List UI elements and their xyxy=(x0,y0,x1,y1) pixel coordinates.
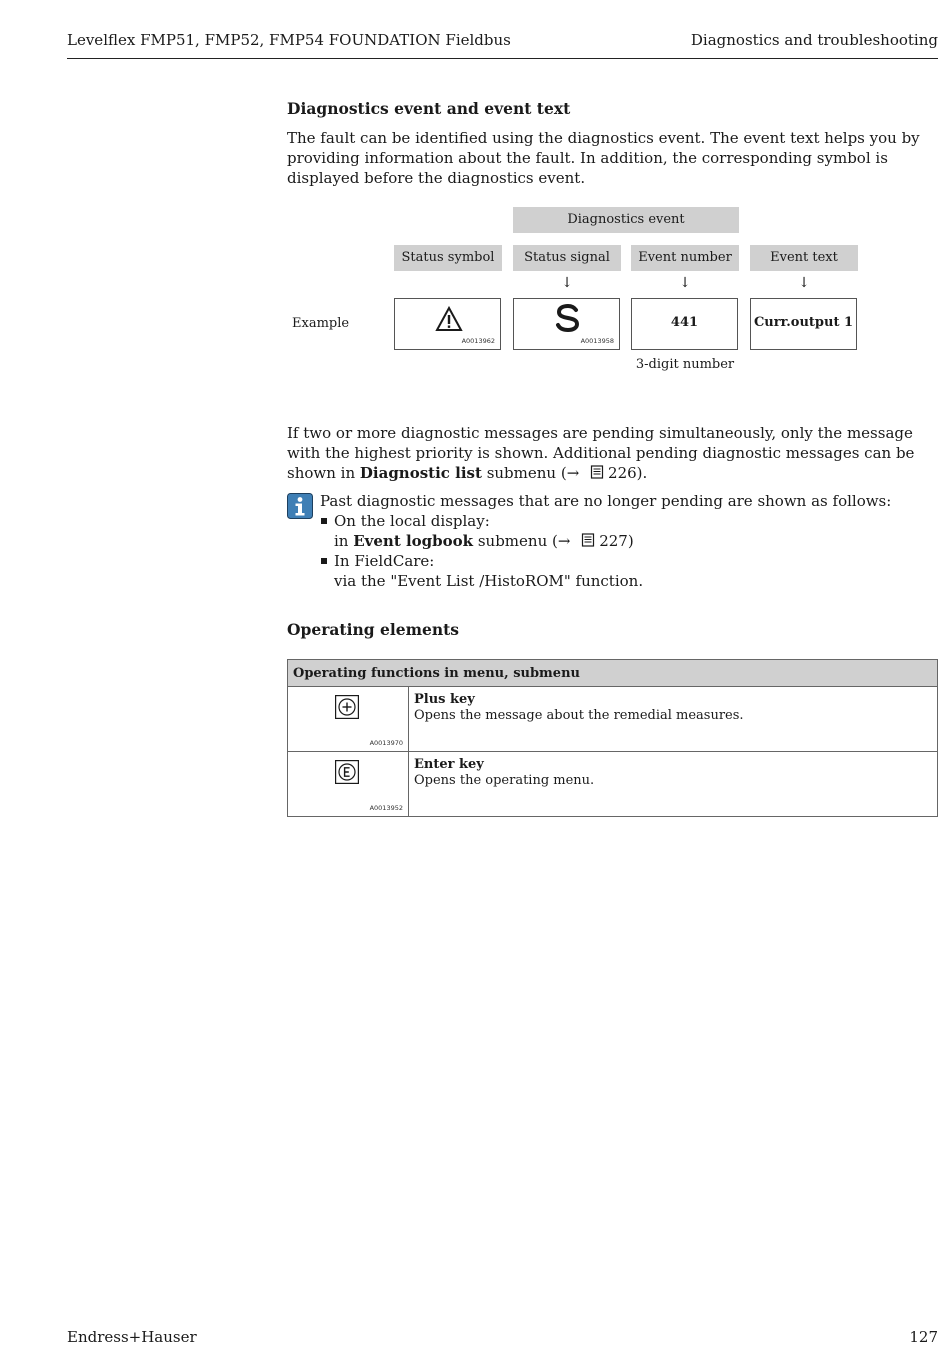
list-item xyxy=(320,511,938,551)
text: in xyxy=(334,532,354,550)
list-item xyxy=(320,551,938,591)
example-event-number-box xyxy=(631,298,738,350)
header-product-title: Levelflex FMP51, FMP52, FMP54 FOUNDATION Fieldbus xyxy=(67,31,511,49)
list-item-line: On the local display: xyxy=(334,512,490,530)
column-status-symbol: Status symbol xyxy=(394,245,502,271)
table-header: Operating functions in menu, submenu xyxy=(288,660,938,687)
example-status-signal-box xyxy=(513,298,620,350)
key-description: Opens the operating menu. xyxy=(414,773,595,788)
table-row xyxy=(288,687,938,752)
example-event-number: 441 xyxy=(670,315,699,330)
table-row xyxy=(288,752,938,817)
section-title-diagnostics-event: Diagnostics event and event text xyxy=(287,99,571,118)
column-event-text: Event text xyxy=(750,245,858,271)
header-chapter-title: Diagnostics and troubleshooting xyxy=(690,31,938,49)
note-list xyxy=(320,511,938,591)
icon-cell xyxy=(288,687,409,752)
diagnostic-list-term: Diagnostic list xyxy=(359,464,482,482)
arrow-down-icon: ↓ xyxy=(679,275,691,291)
bullet-icon xyxy=(321,558,327,564)
list-item-line: via the "Event List /HistoROM" function. xyxy=(334,572,644,590)
figure-code: A0013958 xyxy=(580,337,614,345)
list-item-line xyxy=(334,531,938,551)
key-description: Opens the message about the remedial measures. xyxy=(414,708,744,723)
bullet-icon xyxy=(321,518,327,524)
example-label: Example xyxy=(292,316,350,331)
diagnostics-event-group-label: Diagnostics event xyxy=(513,207,739,233)
example-event-text: Curr.output 1 xyxy=(753,315,854,330)
intro-paragraph: The fault can be identified using the diagnostics event. The event text helps you by providing information about the fault. In addition, the corresponding symbol is displayed before the diagnostics event. xyxy=(287,129,920,187)
figure-code: A0013970 xyxy=(369,739,403,747)
description-cell xyxy=(409,752,938,817)
info-icon xyxy=(287,493,313,519)
column-event-number: Event number xyxy=(631,245,739,271)
arrow-down-icon: ↓ xyxy=(798,275,810,291)
info-note xyxy=(320,491,938,591)
event-logbook-term: Event logbook xyxy=(353,532,474,550)
description-cell xyxy=(409,687,938,752)
figure-code: A0013962 xyxy=(461,337,495,345)
enter-key-icon xyxy=(335,760,359,784)
page-reference-link[interactable]: 227 xyxy=(599,532,628,550)
page-reference-link[interactable]: 226 xyxy=(608,464,637,482)
status-signal-s-icon xyxy=(555,304,581,332)
figure-code: A0013952 xyxy=(369,804,403,812)
digit-note: 3-digit number xyxy=(635,357,735,372)
para-text: ). xyxy=(636,464,648,482)
text: submenu (→ xyxy=(473,532,576,550)
page-reference-icon xyxy=(590,465,604,479)
key-name: Enter key xyxy=(414,757,484,772)
key-name: Plus key xyxy=(414,692,475,707)
arrow-down-icon: ↓ xyxy=(561,275,573,291)
footer-brand: Endress+Hauser xyxy=(67,1328,197,1346)
page-number: 127 xyxy=(909,1328,938,1346)
column-status-signal: Status signal xyxy=(513,245,621,271)
pending-messages-paragraph xyxy=(287,423,938,483)
note-intro: Past diagnostic messages that are no longer pending are shown as follows: xyxy=(320,492,892,510)
example-event-text-box xyxy=(750,298,857,350)
para-text: If two or more diagnostic messages are pending simultaneously, only the message with the highest priority is shown. Additional pending diagnostic messages can be shown in xyxy=(287,424,915,482)
text: ) xyxy=(627,532,634,550)
warning-triangle-icon xyxy=(435,306,463,332)
example-status-symbol-box xyxy=(394,298,501,350)
para-text: submenu (→ xyxy=(481,464,585,482)
icon-cell xyxy=(288,752,409,817)
page-reference-icon xyxy=(581,533,595,547)
page-header xyxy=(67,30,938,59)
list-item-line: In FieldCare: xyxy=(334,552,435,570)
plus-key-icon xyxy=(335,695,359,719)
operating-functions-table xyxy=(287,659,938,817)
section-title-operating-elements: Operating elements xyxy=(287,620,459,639)
